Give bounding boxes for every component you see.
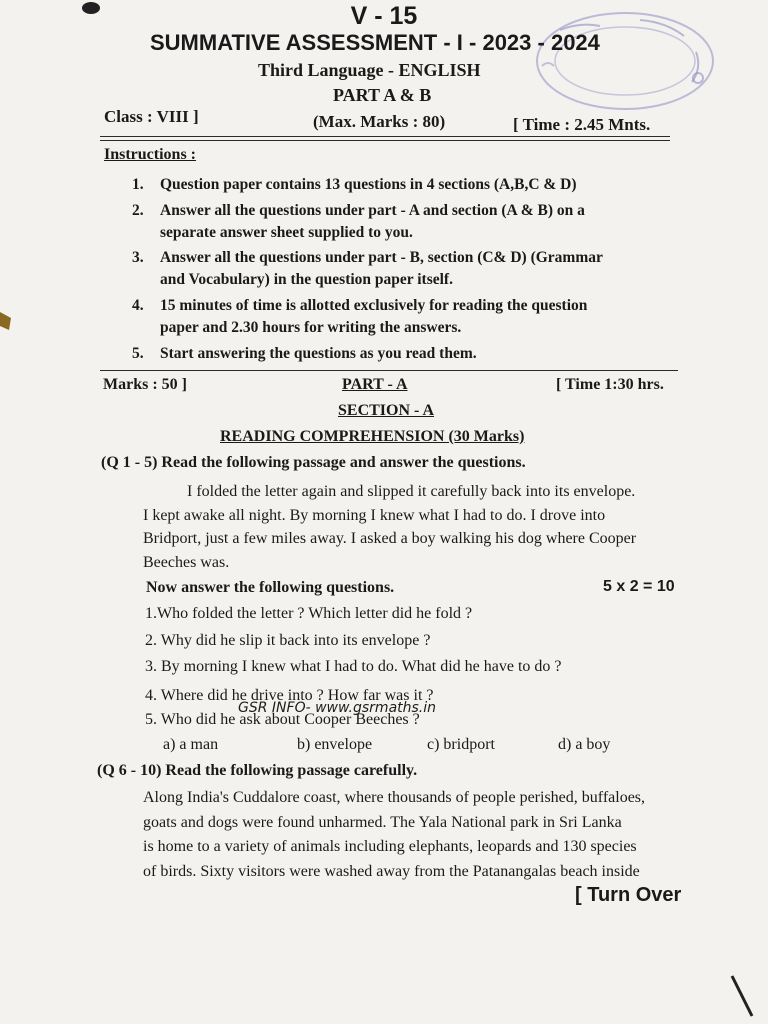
reading-comprehension-heading: READING COMPREHENSION (30 Marks) <box>220 428 525 445</box>
pin-mark-icon <box>0 308 14 334</box>
question-item: 2. Why did he slip it back into its envelope ? <box>145 632 431 649</box>
part-a-marks: Marks : 50 ] <box>103 376 187 393</box>
q6-10-heading: (Q 6 - 10) Read the following passage carefully. <box>97 762 418 779</box>
question-item: 5. Who did he ask about Cooper Beeches ? <box>145 711 420 728</box>
passage-line: Beeches was. <box>143 553 230 571</box>
max-marks-label: (Max. Marks : 80) <box>313 112 446 131</box>
instruction-text: Answer all the questions under part - A and section (A & B) on a <box>160 202 585 219</box>
passage-line: Bridport, just a few miles away. I asked a boy walking his dog where Cooper <box>143 530 637 547</box>
q1-5-passage <box>143 480 636 574</box>
instruction-number: 2. <box>132 202 144 219</box>
paper-code: V - 15 <box>350 2 418 30</box>
q6-10-passage <box>143 786 645 884</box>
option-a: a) a man <box>163 736 219 753</box>
question-item: 4. Where did he drive into ? How far was it ? <box>145 687 434 704</box>
passage-line: I folded the letter again and slipped it carefully back into its envelope. <box>187 483 636 500</box>
turn-over-label: [ Turn Over <box>575 884 682 906</box>
instruction-text: and Vocabulary) in the question paper itself. <box>160 271 453 288</box>
section-a-title: SECTION - A <box>338 402 435 419</box>
passage-line: of birds. Sixty visitors were washed away from the Patanangalas beach inside <box>143 862 640 880</box>
passage-line: goats and dogs were found unharmed. The Yala National park in Sri Lanka <box>143 813 622 831</box>
instruction-text: 15 minutes of time is allotted exclusively for reading the question <box>160 297 588 314</box>
option-b: b) envelope <box>297 736 373 753</box>
instruction-number: 1. <box>132 176 144 193</box>
instruction-number: 5. <box>132 345 144 362</box>
header-rule-bottom <box>100 140 670 141</box>
part-line: PART A & B <box>333 85 432 105</box>
page-title: SUMMATIVE ASSESSMENT - I - 2023 - 2024 <box>150 30 600 55</box>
question-item: 1.Who folded the letter ? Which letter did he fold ? <box>145 605 473 622</box>
instructions-rule <box>100 370 678 371</box>
option-c: c) bridport <box>427 736 495 753</box>
passage-line: Along India's Cuddalore coast, where thousands of people perished, buffaloes, <box>143 789 646 806</box>
passage-line: I kept awake all night. By morning I knew what I had to do. I drove into <box>143 506 606 524</box>
option-d: d) a boy <box>558 736 611 753</box>
header-rule-top <box>100 136 670 137</box>
instruction-text: Answer all the questions under part - B, section (C& D) (Grammar <box>160 249 603 266</box>
instruction-item <box>132 247 603 291</box>
time-label: [ Time : 2.45 Mnts. <box>513 115 651 134</box>
instruction-item <box>132 200 585 244</box>
instruction-item <box>132 174 577 196</box>
instruction-item <box>132 343 477 365</box>
pen-stroke-icon <box>728 972 756 1020</box>
part-a-time: [ Time 1:30 hrs. <box>556 376 664 393</box>
instruction-text: separate answer sheet supplied to you. <box>160 224 413 241</box>
instruction-item <box>132 295 587 339</box>
svg-text:GSR INFO- www.gsrmaths.in: GSR INFO- www.gsrmaths.in <box>238 700 437 716</box>
handwritten-watermark <box>236 696 518 720</box>
score-label: 5 x 2 = 10 <box>603 578 675 595</box>
class-label: Class : VIII ] <box>104 107 199 126</box>
instruction-text: paper and 2.30 hours for writing the answers. <box>160 319 462 336</box>
instruction-number: 3. <box>132 249 144 266</box>
instructions-heading: Instructions : <box>104 146 197 163</box>
question-item: 3. By morning I knew what I had to do. What did he have to do ? <box>145 658 562 675</box>
passage-line: is home to a variety of animals including elephants, leopards and 130 species <box>143 838 637 855</box>
subject-line: Third Language - ENGLISH <box>258 60 481 80</box>
q1-5-heading: (Q 1 - 5) Read the following passage and answer the questions. <box>101 454 526 471</box>
instruction-text: Question paper contains 13 questions in 4 sections (A,B,C & D) <box>160 176 577 193</box>
instruction-text: Start answering the questions as you read them. <box>160 345 477 362</box>
now-answer-heading: Now answer the following questions. <box>146 579 395 596</box>
part-a-title: PART - A <box>342 376 408 393</box>
instruction-number: 4. <box>132 297 144 314</box>
